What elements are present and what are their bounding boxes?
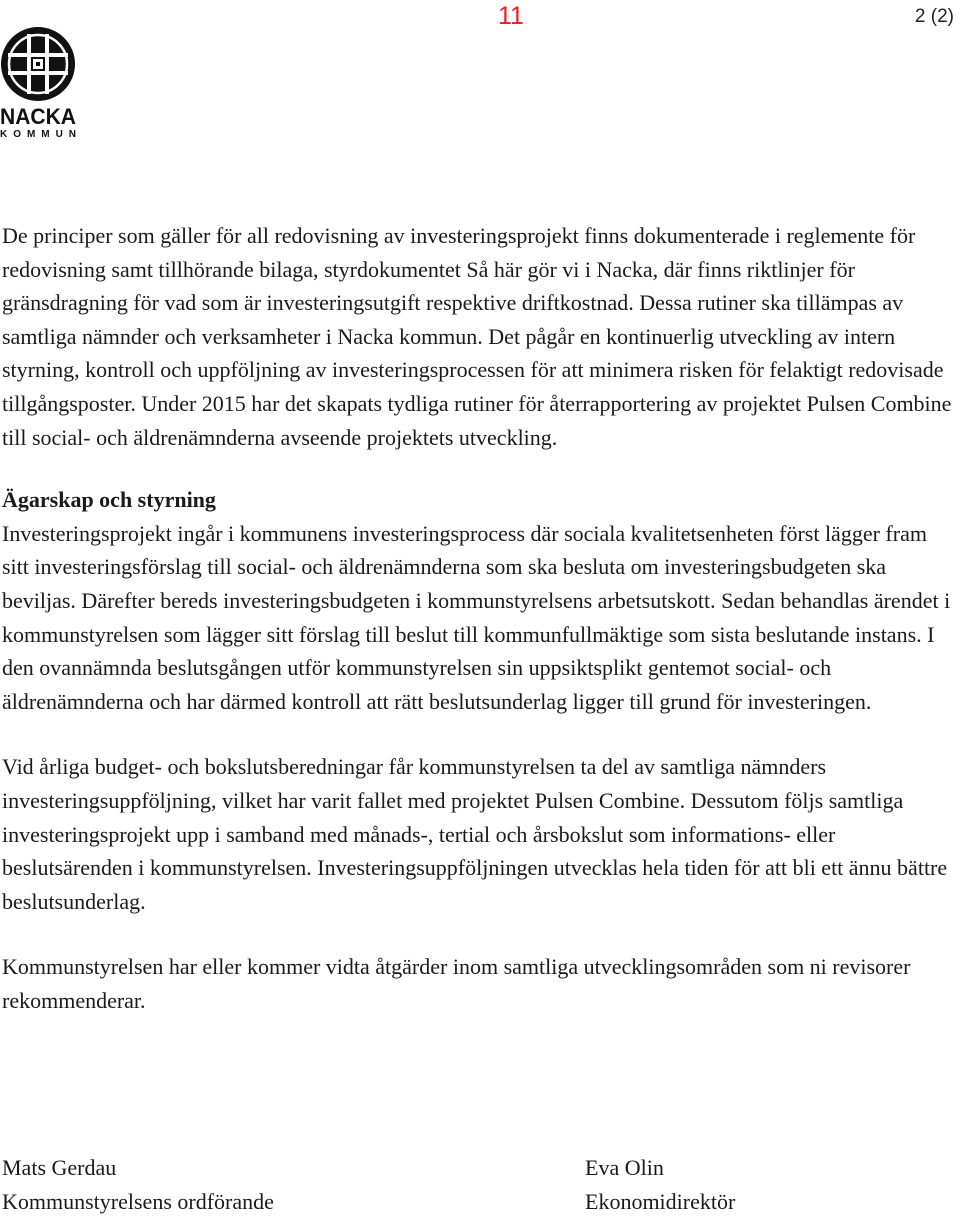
logo-subtitle: KOMMUN [0,129,76,140]
logo-name: NACKA [0,104,77,129]
signatory-name: Eva Olin [585,1155,664,1180]
section-heading: Ägarskap och styrning [2,487,216,513]
signature-block-right [585,1151,735,1219]
nacka-kommun-logo-icon [1,27,75,101]
paragraph-conclusion: Kommunstyrelsen har eller kommer vidta åtgärder inom samtliga utvecklingsområden som ni revisorer rekommenderar. [2,954,911,1013]
letter-body [2,219,952,1017]
signature-block-left [2,1151,274,1219]
signatory-title: Ekonomidirektör [585,1189,736,1214]
paragraph-intro: De principer som gäller för all redovisning av investeringsprojekt finns dokumenterade i reglemente för redovisning samt tillhörande bilaga, styrdokumentet Så här gör vi i Nacka, där finns riktlinjer för gränsdragning för vad som är investeringsutgift respektive driftkostnad. Dessa rutiner ska tillämpas av samtliga nämnder och verksamheter i Nacka kommun. Det pågår en kontinuerlig utveckling av intern styrning, kontroll och uppföljning av investeringsprocessen för att minimera risken för felaktigt redovisade tillgångsposter. Under 2015 har det skapats tydliga rutiner för återrapportering av projektet Pulsen Combine till social- och äldrenämnderna avseende projektets utveckling. [2,223,952,450]
paragraph-ownership: Investeringsprojekt ingår i kommunens investeringsprocess där sociala kvalitetsenheten först lägger fram sitt investeringsförslag till social- och äldrenämnderna som ska besluta om investeringsbudgeten ska beviljas. Därefter bereds investeringsbudgeten i kommunstyrelsens arbetsutskott. Sedan behandlas ärendet i kommunstyrelsen som lägger sitt förslag till beslut till kommunfullmäktige som sista beslutande instans. I den ovannämnda beslutsgången utför kommunstyrelsen sin uppsiktsplikt gentemot social- och äldrenämnderna och har därmed kontroll att rätt beslutsunderlag ligger till grund för investeringen. [2,520,951,714]
paragraph-follow-up: Vid årliga budget- och bokslutsberedningar får kommunstyrelsen ta del av samtliga nämnders investeringsuppföljning, vilket har varit fallet med projektet Pulsen Combine. Dessutom följs samtliga investeringsprojekt upp i samband med månads-, tertial och årsbokslut som informations- eller beslutsärenden i kommunstyrelsen. Investeringsuppföljningen utvecklas hela tiden för att bli ett ännu bättre beslutsunderlag. [2,754,948,914]
item-number: 11 [498,2,524,30]
signatory-name: Mats Gerdau [2,1155,117,1180]
signatory-title: Kommunstyrelsens ordförande [2,1189,274,1214]
nacka-kommun-logo [0,24,82,140]
page-number: 2 (2) [914,6,954,27]
